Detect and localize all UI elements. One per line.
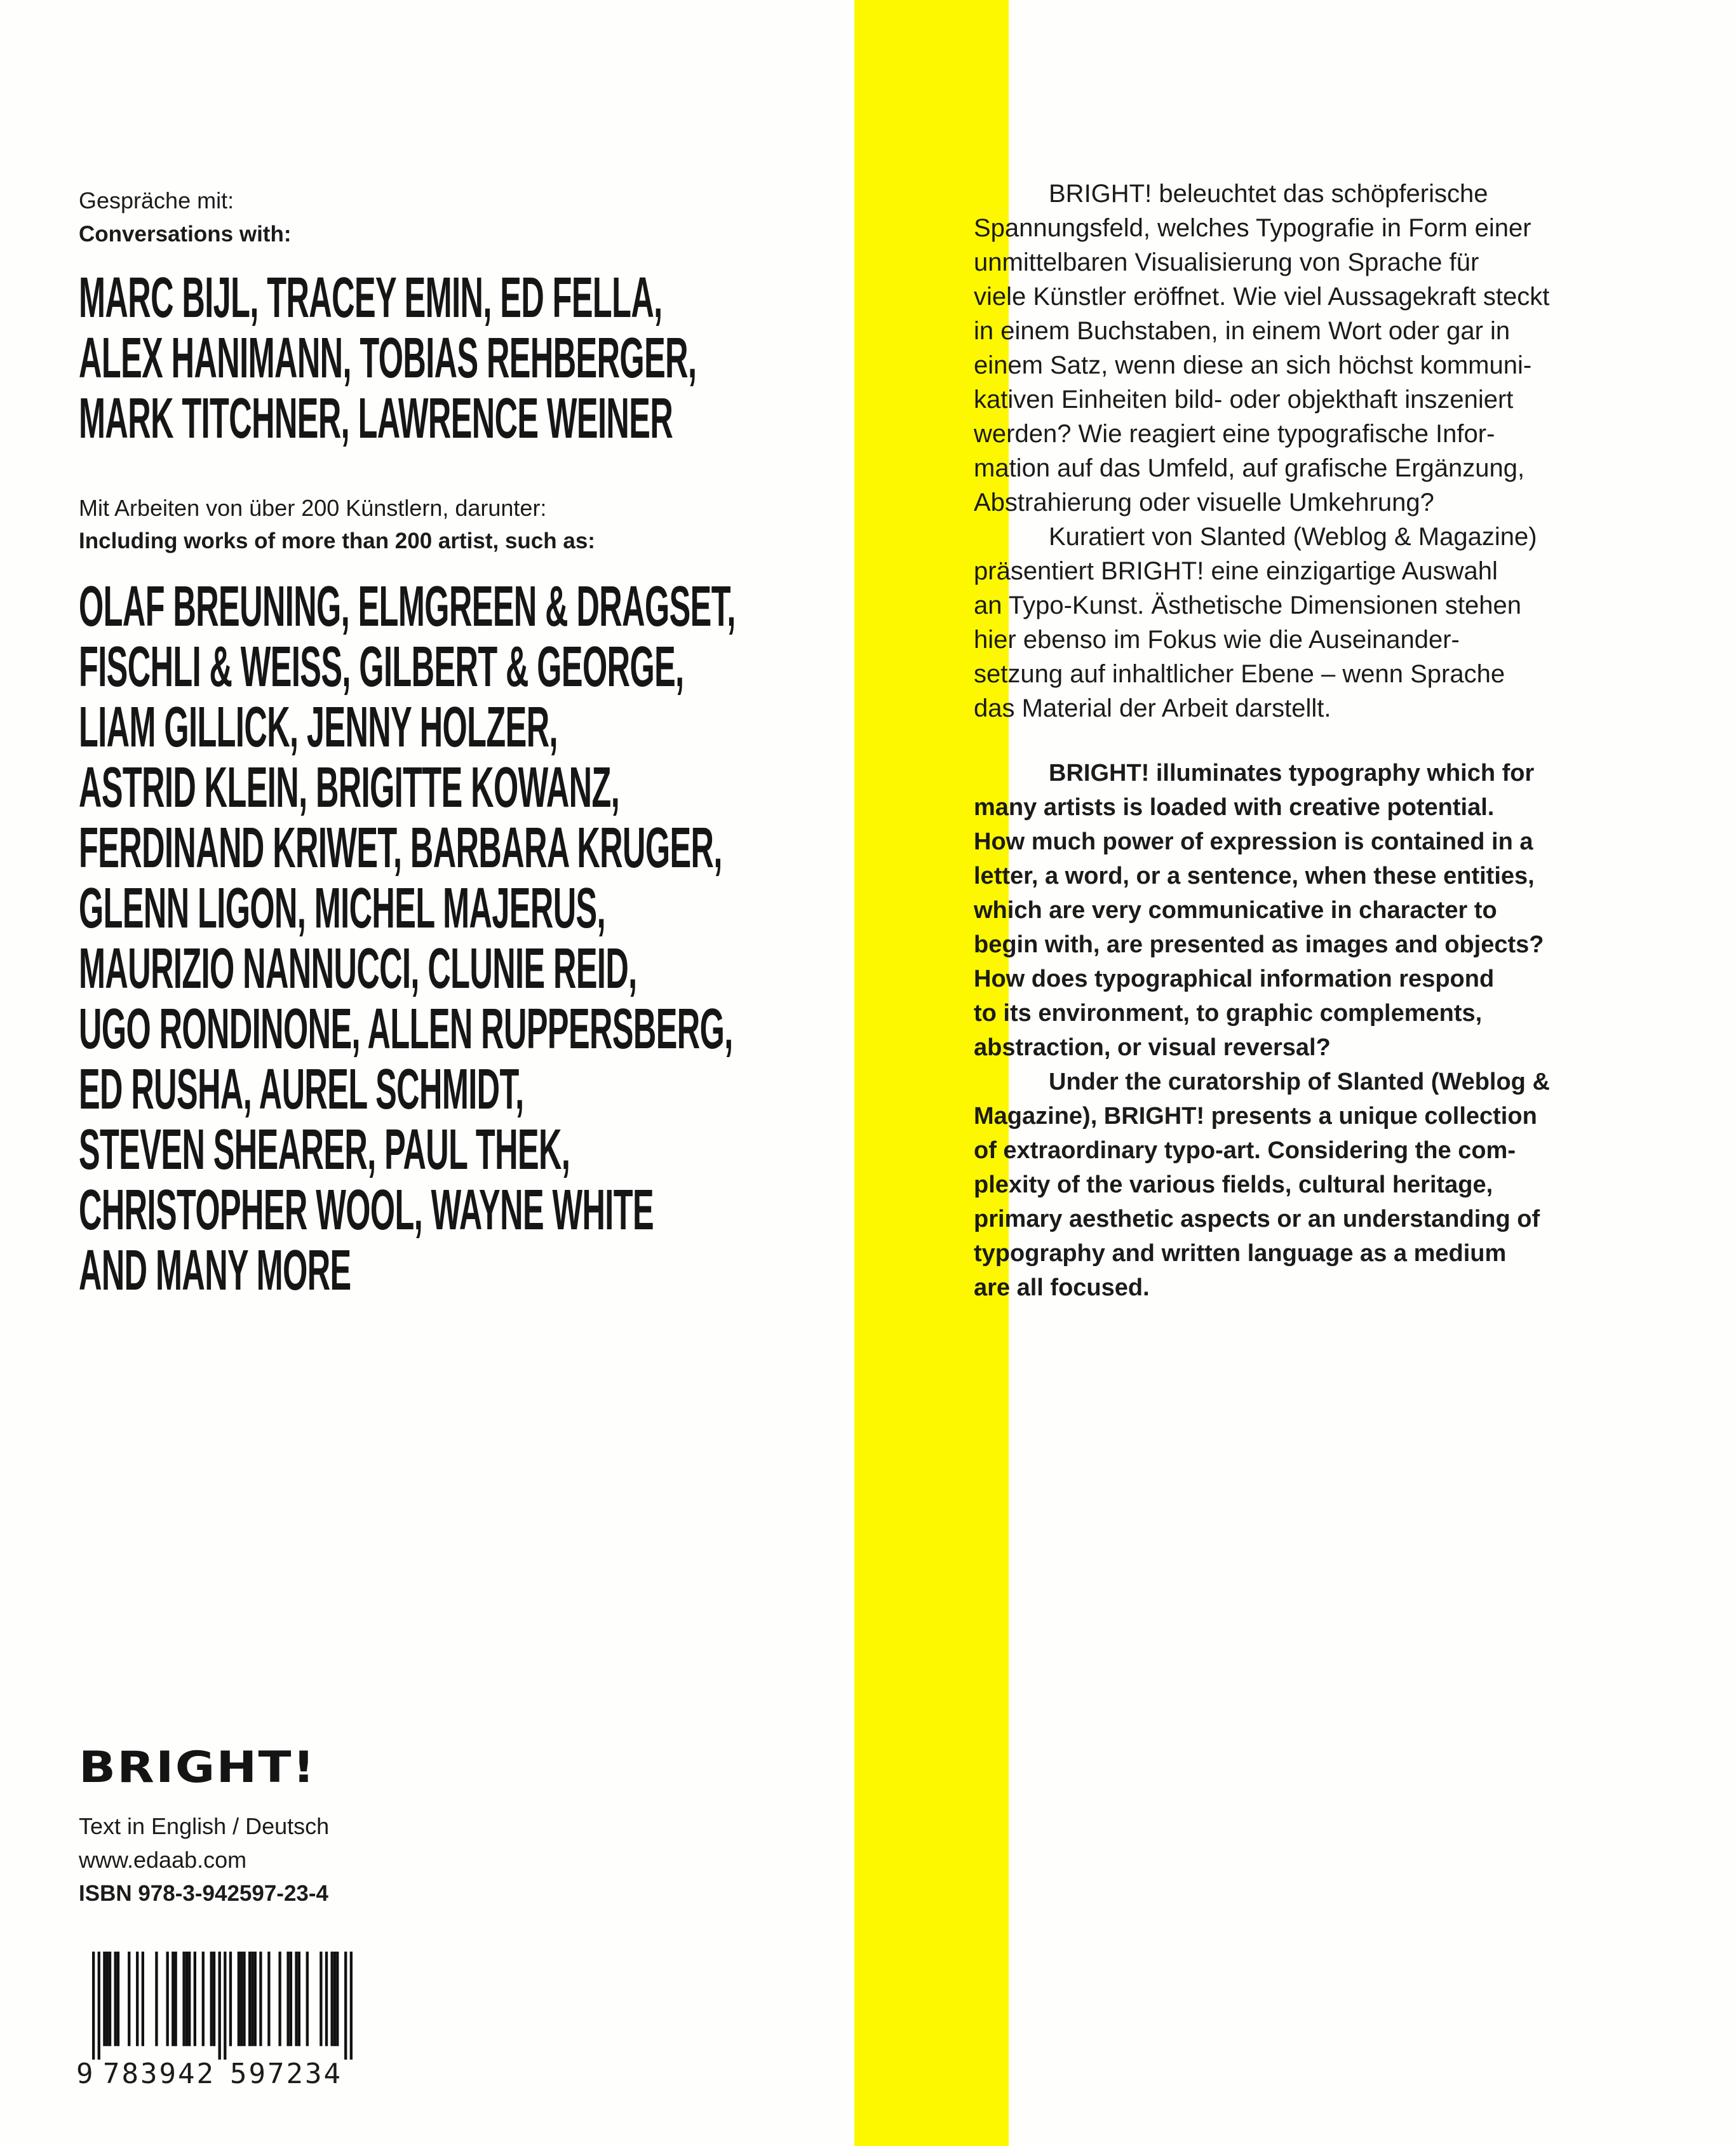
german-text-line: viele Künstler eröffnet. Wie viel Aussagekraft steckt: [974, 283, 1550, 311]
barcode-bar: [224, 1952, 226, 2060]
german-text-line: setzung auf inhaltlicher Ebene – wenn Sprache: [974, 660, 1505, 688]
barcode-bar: [155, 1952, 158, 2046]
german-text-line: werden? Wie reagiert eine typografische Infor-: [974, 420, 1495, 448]
german-text-line: hier ebenso im Fokus wie die Auseinander-: [974, 626, 1460, 654]
barcode-bar: [267, 1952, 270, 2046]
barcode-bar: [142, 1952, 144, 2046]
barcode-bar: [295, 1952, 297, 2046]
english-text-line: many artists is loaded with creative potential.: [974, 794, 1495, 821]
english-text-line: letter, a word, or a sentence, when these entities,: [974, 863, 1535, 889]
works-label-en: Including works of more than 200 artist, such as:: [79, 529, 595, 553]
english-text-line: typography and written language as a medium: [974, 1240, 1507, 1267]
barcode-bar: [240, 1952, 243, 2046]
barcode-bar: [109, 1952, 111, 2046]
english-text-line: which are very communicative in character to: [974, 897, 1497, 924]
artist-name-line: FISCHLI & WEISS, GILBERT & GEORGE,: [79, 635, 684, 699]
artist-name-line: UGO RONDINONE, ALLEN RUPPERSBERG,: [79, 997, 733, 1061]
artist-name-line: OLAF BREUNING, ELMGREEN & DRAGSET,: [79, 575, 736, 638]
isbn-text: ISBN 978-3-942597-23-4: [79, 1881, 329, 1906]
artist-name-line: STEVEN SHEARER, PAUL THEK,: [79, 1118, 570, 1182]
barcode-bar: [278, 1952, 281, 2046]
german-text-line: Kuratiert von Slanted (Weblog & Magazine): [1049, 523, 1537, 551]
barcode-first-digit: 9: [76, 2058, 93, 2090]
english-description: [974, 756, 1672, 1305]
barcode-bar: [194, 1952, 196, 2046]
barcode-left-digits: 783942: [103, 2058, 215, 2090]
barcode-bar: [174, 1952, 177, 2046]
barcode-bar: [136, 1952, 138, 2046]
featured-name-line: MARK TITCHNER, LAWRENCE WEINER: [79, 387, 673, 450]
german-text-line: an Typo-Kunst. Ästhetische Dimensionen stehen: [974, 591, 1521, 619]
german-text-line: BRIGHT! beleuchtet das schöpferische: [1049, 180, 1488, 208]
german-text-line: Spannungsfeld, welches Typografie in Form einer: [974, 214, 1531, 242]
barcode-bar: [298, 1952, 300, 2046]
english-text-line: How does typographical information respond: [974, 966, 1495, 992]
barcode-bar: [219, 1952, 221, 2060]
english-text-line: primary aesthetic aspects or an understanding of: [974, 1206, 1540, 1232]
german-text-line: mation auf das Umfeld, auf grafische Ergänzung,: [974, 454, 1525, 482]
barcode-bar: [336, 1952, 339, 2046]
works-label-de: Mit Arbeiten von über 200 Künstlern, darunter:: [79, 495, 547, 521]
barcode-bar: [202, 1952, 205, 2046]
barcode-bar: [128, 1952, 130, 2046]
artist-name-line: MAURIZIO NANNUCCI, CLUNIE REID,: [79, 937, 637, 1001]
german-description: [974, 177, 1672, 725]
conversations-label-en: Conversations with:: [79, 222, 292, 246]
barcode-bar: [213, 1952, 215, 2046]
german-text-line: einem Satz, wenn diese an sich höchst kommuni-: [974, 351, 1532, 379]
barcode-bar: [320, 1952, 322, 2046]
barcode-bar: [333, 1952, 336, 2046]
artist-name-line: CHRISTOPHER WOOL, WAYNE WHITE: [79, 1178, 654, 1242]
barcode-bar: [182, 1952, 185, 2046]
barcode-bar: [350, 1952, 353, 2060]
conversations-label-de: Gespräche mit:: [79, 187, 234, 213]
featured-name-line: MARC BIJL, TRACEY EMIN, ED FELLA,: [79, 266, 663, 330]
barcode-bar: [238, 1952, 240, 2046]
english-text-line: Magazine), BRIGHT! presents a unique collection: [974, 1103, 1537, 1130]
barcode-bar: [166, 1952, 169, 2046]
barcode-bar: [98, 1952, 100, 2060]
barcode-bar: [210, 1952, 213, 2046]
barcode-bar: [172, 1952, 174, 2046]
barcode-bar: [243, 1952, 245, 2046]
barcode-bar: [248, 1952, 251, 2046]
featured-name-line: ALEX HANIMANN, TOBIAS REHBERGER,: [79, 327, 697, 390]
english-text-line: to its environment, to graphic complements,: [974, 1000, 1483, 1027]
english-text-line: of extraordinary typo-art. Considering the com-: [974, 1137, 1516, 1164]
german-text-line: das Material der Arbeit darstellt.: [974, 694, 1331, 722]
language-info: Text in English / Deutsch: [79, 1813, 330, 1839]
german-text-line: Abstrahierung oder visuelle Umkehrung?: [974, 489, 1434, 516]
artist-name-line: ED RUSHA, AUREL SCHMIDT,: [79, 1058, 524, 1121]
barcode-bar: [185, 1952, 188, 2046]
english-text-line: How much power of expression is contained in a: [974, 828, 1533, 855]
english-text-line: plexity of the various fields, cultural heritage,: [974, 1171, 1493, 1198]
barcode-bar: [92, 1952, 95, 2060]
barcode-right-digits: 597234: [230, 2058, 342, 2090]
barcode-bar: [188, 1952, 191, 2046]
barcode-bar: [103, 1952, 105, 2046]
barcode-bar: [114, 1952, 117, 2046]
artist-name-line: ASTRID KLEIN, BRIGITTE KOWANZ,: [79, 756, 620, 820]
barcode-bar: [325, 1952, 328, 2046]
barcode-bar: [254, 1952, 257, 2046]
german-text-line: unmittelbaren Visualisierung von Sprache für: [974, 248, 1479, 276]
barcode-bar: [306, 1952, 309, 2046]
german-text-line: kativen Einheiten bild- oder objekthaft inszeniert: [974, 386, 1514, 414]
artist-name-line: GLENN LIGON, MICHEL MAJERUS,: [79, 877, 606, 940]
english-text-line: Under the curatorship of Slanted (Weblog &: [1049, 1069, 1550, 1095]
artist-name-line: FERDINAND KRIWET, BARBARA KRUGER,: [79, 816, 722, 880]
english-text-line: BRIGHT! illuminates typography which for: [1049, 760, 1535, 786]
barcode-bar: [117, 1952, 119, 2046]
german-text-line: präsentiert BRIGHT! eine einzigartige Auswahl: [974, 557, 1498, 585]
barcode-bar: [290, 1952, 292, 2046]
english-text-line: abstraction, or visual reversal?: [974, 1034, 1331, 1061]
barcode: [92, 1952, 353, 2060]
barcode-bar: [259, 1952, 262, 2046]
publisher-url: www.edaab.com: [79, 1847, 247, 1873]
bright-logo: BRIGHT!: [79, 1743, 316, 1793]
barcode-bar: [344, 1952, 347, 2060]
artist-name-line: AND MANY MORE: [79, 1239, 351, 1302]
barcode-bar: [106, 1952, 109, 2046]
barcode-bar: [229, 1952, 232, 2046]
english-text-line: are all focused.: [974, 1274, 1150, 1301]
barcode-bar: [330, 1952, 333, 2046]
barcode-bar: [286, 1952, 289, 2046]
artist-name-line: LIAM GILLICK, JENNY HOLZER,: [79, 696, 558, 759]
german-text-line: in einem Buchstaben, in einem Wort oder gar in: [974, 317, 1511, 345]
barcode-bar: [251, 1952, 253, 2046]
english-text-line: begin with, are presented as images and objects?: [974, 931, 1544, 958]
